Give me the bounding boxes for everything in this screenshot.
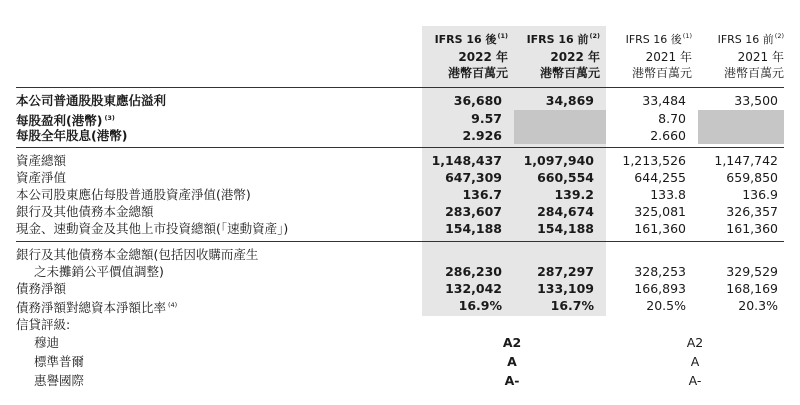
- cell: 36,680: [453, 93, 502, 108]
- cell: A: [690, 354, 700, 369]
- cell: 161,360: [726, 221, 778, 236]
- cell: 136.9: [742, 187, 778, 202]
- cell: 139.2: [554, 187, 594, 202]
- table-row: [0, 110, 800, 127]
- cell: 20.3%: [738, 298, 778, 313]
- credit-rating-row: [0, 334, 800, 351]
- divider: [16, 87, 784, 88]
- cell: 1,097,940: [523, 153, 594, 168]
- cell: 154,188: [537, 221, 594, 236]
- column-header: IFRS 16 後$^{(1)}$ 2021 年 港幣百萬元: [625, 32, 692, 80]
- row-label: 資產總額: [16, 153, 67, 168]
- table-row: [0, 220, 800, 237]
- cell: 16.9%: [458, 298, 502, 313]
- cell: 166,893: [634, 281, 686, 296]
- row-label: 銀行及其他債務本金總額: [16, 204, 154, 219]
- cell: 33,484: [642, 93, 686, 108]
- cell: A2: [502, 335, 522, 350]
- cell: 2.926: [462, 128, 502, 143]
- row-label: 每股全年股息(港幣): [16, 128, 128, 143]
- row-label: 惠譽國際: [34, 373, 85, 388]
- cell: 133.8: [650, 187, 686, 202]
- cell: 20.5%: [646, 298, 686, 313]
- cell: 2.660: [650, 128, 686, 143]
- row-label: 本公司普通股股東應佔溢利: [16, 93, 167, 108]
- credit-rating-title: [0, 316, 800, 333]
- column-header: IFRS 16 前$^{(2)}$ 2022 年 港幣百萬元: [526, 32, 600, 80]
- cell: 659,850: [726, 170, 778, 185]
- cell: 284,674: [537, 204, 594, 219]
- cell: 154,188: [445, 221, 502, 236]
- cell: A2: [686, 335, 704, 350]
- cell: 283,607: [445, 204, 502, 219]
- row-label: 標準普爾: [34, 354, 85, 369]
- row-label: 本公司股東應佔每股普通股資產淨值(港幣): [16, 187, 251, 202]
- cell: A: [507, 354, 517, 369]
- row-label: 資產淨值: [16, 170, 67, 185]
- cell: 660,554: [537, 170, 594, 185]
- cell: 33,500: [734, 93, 778, 108]
- column-header: IFRS 16 後$^{(1)}$ 2022 年 港幣百萬元: [434, 32, 508, 80]
- row-label: 銀行及其他債務本金總額(包括因收購而產生: [16, 247, 259, 262]
- cell: 287,297: [537, 264, 594, 279]
- cell: 16.7%: [550, 298, 594, 313]
- row-label: 信貸評級:: [16, 317, 71, 332]
- credit-rating-row: [0, 353, 800, 370]
- table-row: [0, 263, 800, 280]
- cell: 1,213,526: [622, 153, 686, 168]
- cell: 647,309: [445, 170, 502, 185]
- divider: [16, 147, 784, 148]
- cell: 286,230: [445, 264, 502, 279]
- row-label: 之未攤銷公平價值調整): [34, 264, 164, 279]
- row-label: 每股盈利(港幣) $^{(3)}$: [16, 113, 115, 128]
- cell: 325,081: [634, 204, 686, 219]
- cell: 1,148,437: [431, 153, 502, 168]
- cell: 136.7: [462, 187, 502, 202]
- row-label: 現金、速動資金及其他上市投資總額(「速動資產」): [16, 221, 289, 236]
- cell: 168,169: [726, 281, 778, 296]
- cell: 329,529: [726, 264, 778, 279]
- cell: 161,360: [634, 221, 686, 236]
- cell: 9.57: [471, 111, 502, 126]
- table-row: [0, 280, 800, 297]
- table-row: [0, 127, 800, 144]
- table-row: [0, 203, 800, 220]
- credit-rating-row: [0, 372, 800, 389]
- cell: 132,042: [445, 281, 502, 296]
- table-row: [0, 152, 800, 169]
- row-label: 債務淨額對總資本淨額比率 $^{(4)}$: [16, 300, 178, 315]
- row-label: 穆迪: [34, 335, 60, 350]
- row-label: 債務淨額: [16, 281, 67, 296]
- cell: 1,147,742: [714, 153, 778, 168]
- cell: 34,869: [545, 93, 594, 108]
- cell: 133,109: [537, 281, 594, 296]
- table-row: [0, 297, 800, 314]
- table-row: [0, 169, 800, 186]
- column-header: IFRS 16 前$^{(2)}$ 2021 年 港幣百萬元: [717, 32, 784, 80]
- cell: A-: [504, 373, 520, 388]
- divider: [16, 241, 784, 242]
- table-row: [0, 186, 800, 203]
- cell: A-: [688, 373, 702, 388]
- cell: 8.70: [658, 111, 686, 126]
- cell: 328,253: [634, 264, 686, 279]
- cell: 644,255: [634, 170, 686, 185]
- cell: 326,357: [726, 204, 778, 219]
- table-row-label-line: [0, 246, 800, 263]
- table-row: [0, 92, 800, 109]
